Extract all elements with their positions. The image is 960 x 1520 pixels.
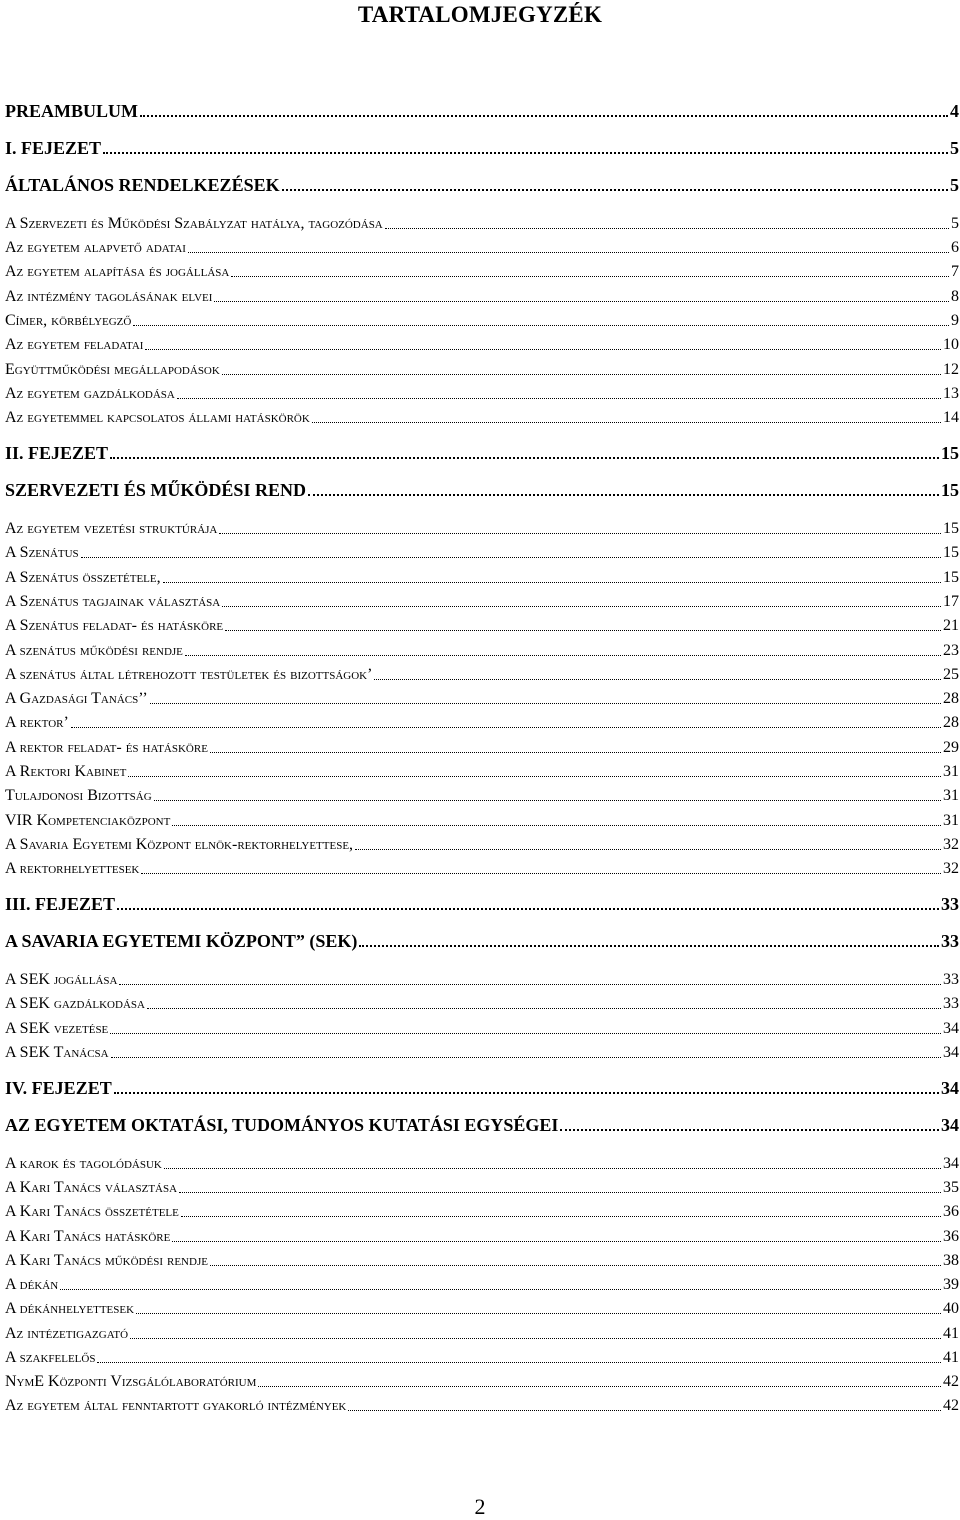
dot-leader: [110, 1033, 941, 1034]
toc-entry-label: A Szenátus tagjainak választása: [5, 593, 221, 610]
toc-entry-page: 36: [943, 1203, 959, 1220]
toc-entry-label: II. FEJEZET: [5, 443, 109, 463]
toc-entry-label: Az egyetem feladatai: [5, 336, 144, 353]
toc-entry-label: Címer, körbélyegző: [5, 312, 132, 329]
dot-leader: [374, 679, 941, 680]
dot-leader: [117, 908, 939, 910]
toc-entry-page: 42: [943, 1397, 959, 1414]
toc-entry-label: A Szenátus: [5, 544, 79, 561]
toc-entry-label: III. FEJEZET: [5, 894, 116, 914]
toc-section-entry[interactable]: [5, 832, 959, 854]
toc-entry-label: A rektor’: [5, 714, 69, 731]
dot-leader: [185, 655, 941, 656]
dot-leader: [140, 115, 948, 117]
toc-chapter-entry[interactable]: [5, 1077, 959, 1099]
toc-entry-label: A SEK vezetése: [5, 1020, 109, 1037]
toc-entry-label: I. FEJEZET: [5, 138, 102, 158]
toc-entry-label: A Kari Tanács működési rendje: [5, 1252, 208, 1269]
toc-entry-page: 33: [943, 971, 959, 988]
dot-leader: [348, 1410, 941, 1411]
toc-entry-page: 4: [950, 101, 959, 121]
toc-entry-label: Az egyetem gazdálkodása: [5, 385, 175, 402]
toc-section-entry[interactable]: [5, 1040, 959, 1062]
toc-section-entry[interactable]: [5, 259, 959, 281]
toc-entry-label: A karok és tagolódásuk: [5, 1155, 162, 1172]
toc-entry-page: 10: [943, 336, 959, 353]
dot-leader: [130, 1338, 941, 1339]
toc-entry-page: 39: [943, 1276, 959, 1293]
dot-leader: [97, 1362, 941, 1363]
toc-section-entry[interactable]: [5, 662, 959, 684]
toc-entry-label: PREAMBULUM: [5, 101, 138, 121]
toc-entry-label: A SAVARIA EGYETEMI KÖZPONT” (SEK): [5, 931, 358, 951]
dot-leader: [210, 752, 941, 753]
toc-section-entry[interactable]: [5, 1321, 959, 1343]
dot-leader: [145, 349, 941, 350]
toc-entry-page: 17: [943, 593, 959, 610]
toc-entry-page: 28: [943, 690, 959, 707]
toc-chapter-entry[interactable]: [5, 100, 959, 122]
toc-section-entry[interactable]: [5, 565, 959, 587]
toc-section-entry[interactable]: [5, 759, 959, 781]
toc-section-entry[interactable]: [5, 308, 959, 330]
toc-entry-label: VIR Kompetenciaközpont: [5, 812, 171, 829]
toc-section-entry[interactable]: [5, 1016, 959, 1038]
toc-entry-label: Az egyetem vezetési struktúrája: [5, 520, 218, 537]
toc-entry-label: A rektor feladat- és hatásköre: [5, 739, 208, 756]
dot-leader: [154, 800, 941, 801]
toc-entry-page: 23: [943, 642, 959, 659]
toc-entry-label: A Szenátus feladat- és hatásköre: [5, 617, 224, 634]
toc-entry-page: 32: [943, 836, 959, 853]
toc-section-entry[interactable]: [5, 1199, 959, 1221]
toc-entry-page: 41: [943, 1349, 959, 1366]
toc-entry-page: 34: [943, 1155, 959, 1172]
toc-section-entry[interactable]: [5, 235, 959, 257]
dot-leader: [81, 557, 941, 558]
toc-section-entry[interactable]: [5, 856, 959, 878]
dot-leader: [222, 606, 941, 607]
toc-entry-label: A SEK jogállása: [5, 971, 118, 988]
dot-leader: [141, 873, 941, 874]
toc-entry-label: AZ EGYETEM OKTATÁSI, TUDOMÁNYOS KUTATÁSI EGYSÉGEI: [5, 1115, 559, 1135]
toc-entry-label: A SEK Tanácsa: [5, 1044, 109, 1061]
dot-leader: [128, 776, 941, 777]
toc-section-entry[interactable]: [5, 1248, 959, 1270]
toc-section-entry[interactable]: [5, 381, 959, 403]
document-title: TARTALOMJEGYZÉK: [357, 2, 603, 27]
toc-entry-label: Az intézmény tagolásának elvei: [5, 288, 213, 305]
dot-leader: [147, 1008, 941, 1009]
toc-entry-page: 8: [951, 288, 959, 305]
dot-leader: [71, 727, 941, 728]
toc-section-entry[interactable]: [5, 638, 959, 660]
toc-entry-page: 15: [941, 443, 959, 463]
toc-entry-page: 13: [943, 385, 959, 402]
toc-entry-page: 29: [943, 739, 959, 756]
dot-leader: [133, 325, 949, 326]
toc-entry-label: A Kari Tanács hatásköre: [5, 1228, 171, 1245]
dot-leader: [172, 1241, 941, 1242]
toc-entry-page: 25: [943, 666, 959, 683]
toc-entry-page: 33: [941, 894, 959, 914]
toc-chapter-entry[interactable]: [5, 930, 959, 952]
toc-entry-label: ÁLTALÁNOS RENDELKEZÉSEK: [5, 175, 280, 195]
toc-entry-page: 34: [943, 1020, 959, 1037]
toc-entry-page: 32: [943, 860, 959, 877]
toc-entry-label: Az egyetem alapítása és jogállása: [5, 263, 230, 280]
toc-entry-page: 35: [943, 1179, 959, 1196]
toc-entry-label: Az intézetigazgató: [5, 1325, 129, 1342]
dot-leader: [110, 457, 939, 459]
dot-leader: [119, 984, 941, 985]
toc-entry-label: Az egyetem által fenntartott gyakorló intézmények: [5, 1397, 347, 1414]
toc-entry-page: 15: [943, 520, 959, 537]
dot-leader: [179, 1192, 941, 1193]
toc-entry-label: A Savaria Egyetemi Központ elnök-rektorhelyettese,: [5, 836, 354, 853]
toc-entry-label: A Kari Tanács összetétele: [5, 1203, 179, 1220]
toc-chapter-entry[interactable]: [5, 137, 959, 159]
dot-leader: [111, 1057, 941, 1058]
toc-chapter-entry[interactable]: [5, 174, 959, 196]
toc-entry-label: A szakfelelős: [5, 1349, 96, 1366]
toc-section-entry[interactable]: [5, 735, 959, 757]
toc-section-entry[interactable]: [5, 357, 959, 379]
toc-entry-page: 5: [950, 175, 959, 195]
toc-entry-page: 15: [943, 569, 959, 586]
toc-section-entry[interactable]: [5, 540, 959, 562]
toc-entry-page: 36: [943, 1228, 959, 1245]
toc-section-entry[interactable]: [5, 516, 959, 538]
toc-entry-label: Tulajdonosi Bizottság: [5, 787, 152, 804]
dot-leader: [222, 374, 941, 375]
toc-entry-label: A szenátus működési rendje: [5, 642, 183, 659]
toc-section-entry[interactable]: [5, 1224, 959, 1246]
toc-entry-label: IV. FEJEZET: [5, 1078, 112, 1098]
toc-section-entry[interactable]: [5, 686, 959, 708]
toc-section-entry[interactable]: [5, 1369, 959, 1391]
toc-section-entry[interactable]: [5, 613, 959, 635]
toc-entry-page: 38: [943, 1252, 959, 1269]
toc-entry-label: A dékánhelyettesek: [5, 1300, 135, 1317]
toc-entry-page: 9: [951, 312, 959, 329]
toc-section-entry[interactable]: [5, 1393, 959, 1415]
toc-section-entry[interactable]: [5, 284, 959, 306]
dot-leader: [181, 1216, 941, 1217]
dot-leader: [560, 1129, 939, 1131]
toc-section-entry[interactable]: [5, 332, 959, 354]
dot-leader: [163, 582, 941, 583]
dot-leader: [103, 152, 948, 154]
toc-entry-page: 31: [943, 812, 959, 829]
toc-entry-page: 14: [943, 409, 959, 426]
dot-leader: [308, 494, 939, 496]
toc-chapter-entry[interactable]: [5, 893, 959, 915]
toc-entry-page: 15: [943, 544, 959, 561]
toc-entry-page: 31: [943, 787, 959, 804]
toc-entry-page: 41: [943, 1325, 959, 1342]
dot-leader: [136, 1313, 941, 1314]
toc-section-entry[interactable]: [5, 808, 959, 830]
toc-entry-page: 34: [943, 1044, 959, 1061]
dot-leader: [219, 533, 941, 534]
toc-section-entry[interactable]: [5, 967, 959, 989]
dot-leader: [177, 398, 941, 399]
toc-entry-label: A Szervezeti és Működési Szabályzat hatálya, tagozódása: [5, 215, 383, 232]
toc-entry-page: 15: [941, 480, 959, 500]
toc-entry-label: A Gazdasági Tanács’’: [5, 690, 148, 707]
toc-entry-page: 5: [950, 138, 959, 158]
dot-leader: [225, 630, 941, 631]
dot-leader: [164, 1168, 941, 1169]
dot-leader: [172, 825, 941, 826]
toc-entry-page: 6: [951, 239, 959, 256]
dot-leader: [258, 1386, 941, 1387]
toc-entry-page: 12: [943, 361, 959, 378]
dot-leader: [312, 422, 941, 423]
toc-entry-page: 5: [951, 215, 959, 232]
dot-leader: [214, 301, 949, 302]
dot-leader: [355, 849, 941, 850]
toc-section-entry[interactable]: [5, 405, 959, 427]
dot-leader: [150, 703, 941, 704]
page-number: 2: [474, 1494, 486, 1519]
toc-entry-page: 7: [951, 263, 959, 280]
toc-entry-label: A Kari Tanács választása: [5, 1179, 178, 1196]
toc-section-entry[interactable]: [5, 710, 959, 732]
toc-entry-page: 33: [941, 931, 959, 951]
toc-entry-label: NymE Központi Vizsgálólaboratórium: [5, 1373, 257, 1390]
toc-entry-label: Az egyetemmel kapcsolatos állami hatáskörök: [5, 409, 310, 426]
toc-chapter-entry[interactable]: [5, 479, 959, 501]
toc-chapter-entry[interactable]: [5, 1114, 959, 1136]
toc-section-entry[interactable]: [5, 1272, 959, 1294]
dot-leader: [231, 276, 949, 277]
toc-entry-page: 40: [943, 1300, 959, 1317]
toc-section-entry[interactable]: [5, 991, 959, 1013]
dot-leader: [210, 1265, 941, 1266]
toc-entry-label: A Rektori Kabinet: [5, 763, 127, 780]
dot-leader: [385, 228, 949, 229]
toc-entry-label: A SEK gazdálkodása: [5, 995, 145, 1012]
dot-leader: [359, 945, 939, 947]
toc-chapter-entry[interactable]: [5, 442, 959, 464]
toc-entry-page: 34: [941, 1115, 959, 1135]
toc-entry-label: Az egyetem alapvető adatai: [5, 239, 186, 256]
dot-leader: [282, 189, 948, 191]
toc-entry-page: 33: [943, 995, 959, 1012]
toc-section-entry[interactable]: [5, 783, 959, 805]
toc-entry-label: Együttműködési megállapodások: [5, 361, 220, 378]
toc-section-entry[interactable]: [5, 1151, 959, 1173]
toc-entry-label: A szenátus által létrehozott testületek és bizottságok’: [5, 666, 373, 683]
toc-entry-label: A rektorhelyettesek: [5, 860, 140, 877]
toc-entry-label: A Szenátus összetétele,: [5, 569, 161, 586]
toc-section-entry[interactable]: [5, 1345, 959, 1367]
dot-leader: [60, 1289, 941, 1290]
toc-section-entry[interactable]: [5, 589, 959, 611]
toc-entry-label: A dékán: [5, 1276, 59, 1293]
dot-leader: [114, 1092, 939, 1094]
toc-entry-page: 28: [943, 714, 959, 731]
toc-section-entry[interactable]: [5, 1175, 959, 1197]
toc-section-entry[interactable]: [5, 211, 959, 233]
toc-entry-page: 21: [943, 617, 959, 634]
toc-entry-page: 34: [941, 1078, 959, 1098]
toc-entry-label: SZERVEZETI ÉS MŰKÖDÉSI REND: [5, 480, 306, 500]
toc-entry-page: 31: [943, 763, 959, 780]
dot-leader: [188, 252, 949, 253]
toc-section-entry[interactable]: [5, 1296, 959, 1318]
toc-entry-page: 42: [943, 1373, 959, 1390]
